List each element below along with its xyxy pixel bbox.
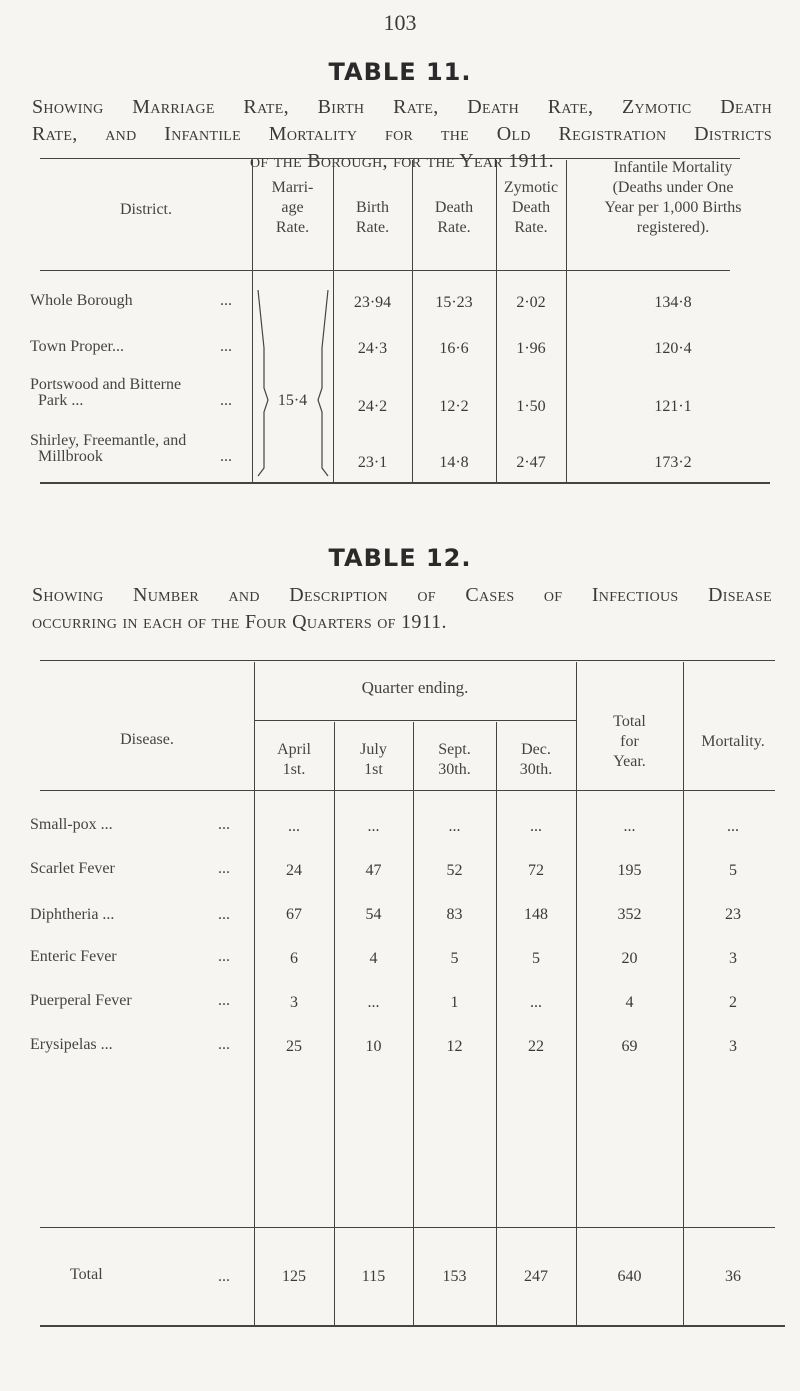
q4-cell: 22 xyxy=(528,1038,544,1055)
leader-dots: ... xyxy=(218,816,230,833)
rule xyxy=(40,1227,775,1228)
q1-cell: 24 xyxy=(286,862,302,879)
header-dec: Dec. 30th. xyxy=(519,741,553,778)
mortality-cell: 23 xyxy=(725,906,741,923)
infant-mortality: 134·8 xyxy=(654,294,692,311)
q3-total: 153 xyxy=(442,1268,467,1285)
q4-cell: 5 xyxy=(532,950,540,967)
rule xyxy=(496,722,497,1325)
disease-erysipelas: Erysipelas ... xyxy=(30,1036,113,1053)
brace-icon xyxy=(254,288,332,478)
birth-rate: 23·94 xyxy=(353,294,392,311)
death-rate: 12·2 xyxy=(439,398,469,415)
header-disease: Disease. xyxy=(120,731,174,748)
total-cell: ... xyxy=(623,818,636,835)
q2-cell: 10 xyxy=(365,1038,382,1055)
rule xyxy=(40,790,775,791)
disease-enteric-fever: Enteric Fever xyxy=(30,948,117,965)
leader-dots: ... xyxy=(218,906,230,923)
q4-cell: ... xyxy=(530,818,542,835)
q1-total: 125 xyxy=(282,1268,306,1285)
q3-cell: 52 xyxy=(446,862,463,879)
infant-mortality: 120·4 xyxy=(654,340,692,357)
infant-mortality: 121·1 xyxy=(654,398,692,415)
q4-cell: 72 xyxy=(528,862,544,879)
death-rate: 15·23 xyxy=(435,294,473,311)
q3-cell: 1 xyxy=(450,994,459,1011)
q1-cell: 67 xyxy=(286,906,302,923)
header-death-rate: Death Rate. xyxy=(434,199,474,236)
q1-cell: ... xyxy=(288,818,300,835)
q3-cell: 12 xyxy=(446,1038,463,1055)
total-row-label: Total xyxy=(70,1266,103,1283)
leader-dots: ... xyxy=(218,1268,230,1285)
birth-rate: 24·2 xyxy=(357,398,388,415)
header-district: District. xyxy=(120,201,172,218)
total-cell: 4 xyxy=(625,994,634,1011)
district-portswood-cont: Park ... xyxy=(38,392,84,409)
q4-total: 247 xyxy=(524,1268,548,1285)
district-town-proper: Town Proper... xyxy=(30,338,124,355)
death-rate: 14·8 xyxy=(439,454,469,471)
rule xyxy=(334,722,335,1325)
disease-scarlet-fever: Scarlet Fever xyxy=(30,860,115,877)
q2-cell: ... xyxy=(367,818,380,835)
district-whole-borough: Whole Borough xyxy=(30,292,133,309)
page-number: 103 xyxy=(383,10,417,35)
birth-rate: 24·3 xyxy=(357,340,388,357)
zymotic-rate: 2·02 xyxy=(516,294,546,311)
leader-dots: ... xyxy=(218,1036,230,1053)
header-quarter-ending: Quarter ending. xyxy=(361,678,469,697)
q2-total: 115 xyxy=(361,1268,386,1285)
q3-cell: 83 xyxy=(446,906,463,923)
total-cell: 20 xyxy=(621,950,638,967)
leader-dots: ... xyxy=(218,992,230,1009)
zymotic-rate: 1·50 xyxy=(516,398,546,415)
rule xyxy=(413,722,414,1325)
total-cell: 69 xyxy=(621,1038,638,1055)
q1-cell: 6 xyxy=(290,950,298,967)
disease-smallpox: Small-pox ... xyxy=(30,816,113,833)
mortality-cell: 5 xyxy=(729,862,737,879)
zymotic-rate: 1·96 xyxy=(516,340,546,357)
leader-dots: ... xyxy=(220,448,232,465)
total-cell: 352 xyxy=(617,906,642,923)
header-mortality: Mortality. xyxy=(701,733,765,750)
header-marriage-rate: Marri- age Rate. xyxy=(271,179,314,236)
header-birth-rate: Birth Rate. xyxy=(355,199,390,236)
header-july: July 1st xyxy=(360,741,387,778)
caption-line: occurring in each of the Four Quarters of 1911. xyxy=(32,611,447,633)
q2-cell: 54 xyxy=(365,906,382,923)
death-rate: 16·6 xyxy=(439,340,469,357)
q3-cell: ... xyxy=(448,818,461,835)
district-portswood: Portswood and Bitterne xyxy=(30,376,182,393)
rule xyxy=(40,270,730,271)
leader-dots: ... xyxy=(220,338,232,355)
district-shirley-cont: Millbrook xyxy=(38,448,103,465)
caption-line: Rate, and Infantile Mortality for the Old Registration Districts xyxy=(32,123,772,145)
q2-cell: ... xyxy=(367,994,380,1011)
rule xyxy=(254,720,576,721)
rule xyxy=(40,660,775,661)
district-shirley: Shirley, Freemantle, and xyxy=(30,432,187,449)
leader-dots: ... xyxy=(218,948,230,965)
leader-dots: ... xyxy=(220,292,232,309)
q2-cell: 47 xyxy=(365,862,382,879)
q1-cell: 3 xyxy=(290,994,298,1011)
infant-mortality: 173·2 xyxy=(654,454,692,471)
marriage-rate-shared: 15·4 xyxy=(277,392,308,409)
header-infantile-mortality: Infantile Mortality (Deaths under One Year per 1,000 Births registered). xyxy=(604,159,742,236)
mortality-cell: 2 xyxy=(729,994,737,1011)
mortality-cell: 3 xyxy=(729,1038,737,1055)
caption-line: Showing Marriage Rate, Birth Rate, Death Rate, Zymotic Death xyxy=(32,96,772,118)
header-april: April 1st. xyxy=(277,741,311,778)
zymotic-rate: 2·47 xyxy=(516,454,546,471)
rule xyxy=(40,482,770,484)
q4-cell: ... xyxy=(530,994,542,1011)
mortality-total: 36 xyxy=(725,1268,741,1285)
leader-dots: ... xyxy=(218,860,230,877)
caption-line: of the Borough, for the Year 1911. xyxy=(250,150,554,172)
rule xyxy=(40,1325,785,1327)
header-zymotic-death-rate: Zymotic Death Rate. xyxy=(503,179,559,236)
table-12-title: TABLE 12. xyxy=(328,544,472,572)
header-sept: Sept. 30th. xyxy=(438,741,471,778)
disease-diphtheria: Diphtheria ... xyxy=(30,906,115,923)
caption-line: Showing Number and Description of Cases of Infectious Disease xyxy=(32,584,772,606)
header-total-for-year: Total for Year. xyxy=(613,713,646,770)
q1-cell: 25 xyxy=(286,1038,302,1055)
q4-cell: 148 xyxy=(524,906,548,923)
q3-cell: 5 xyxy=(450,950,459,967)
disease-puerperal-fever: Puerperal Fever xyxy=(30,992,132,1009)
total-cell: 195 xyxy=(617,862,642,879)
mortality-cell: 3 xyxy=(729,950,737,967)
year-total: 640 xyxy=(617,1268,642,1285)
q2-cell: 4 xyxy=(369,950,378,967)
birth-rate: 23·1 xyxy=(357,454,388,471)
mortality-cell: ... xyxy=(727,818,739,835)
table-12-caption xyxy=(32,582,772,636)
table-11-title: TABLE 11. xyxy=(328,58,472,86)
leader-dots: ... xyxy=(220,392,232,409)
